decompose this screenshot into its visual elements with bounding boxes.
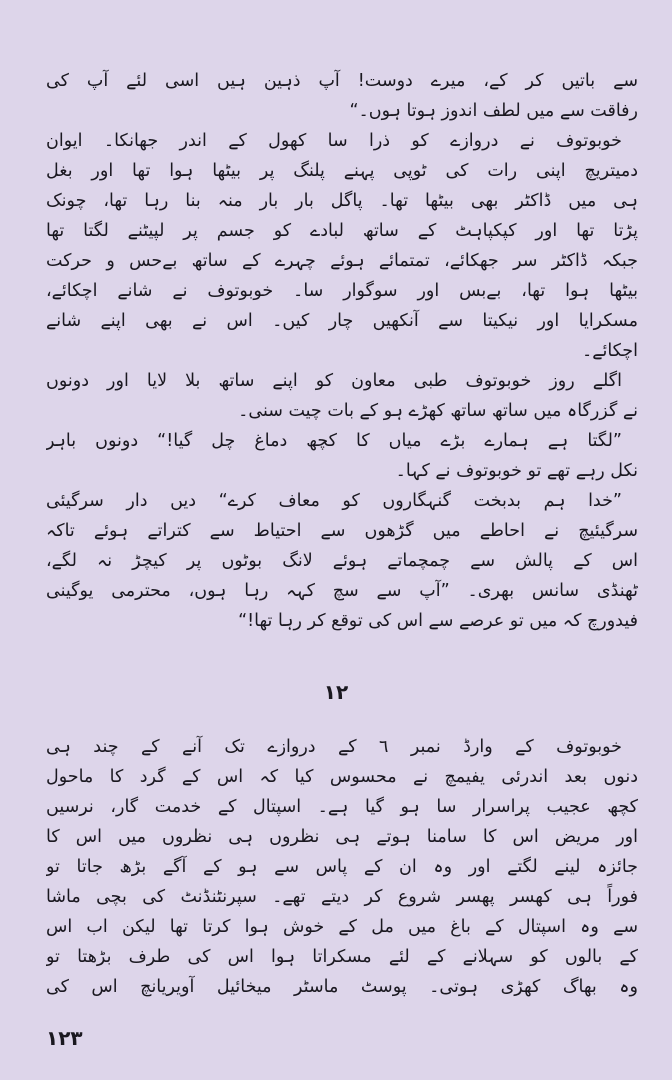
text-line: خوبوتوف نے دروازے کو ذرا سا کھول کے اندر جھانکا۔ ایوان — [46, 131, 622, 151]
text-line: سے باتیں کر کے، میرے دوست! آپ ذہین ہیں اسی لئے آپ کی — [46, 71, 638, 91]
text-line: دنوں بعد اندرئی یفیمچ نے محسوس کیا کہ اس کے گرد کا ماحول — [46, 767, 638, 787]
text-line: سرگیئیچ نے احاطے میں گڑھوں سے احتیاط سے کتراتے ہوئے تاکہ — [46, 521, 638, 541]
text-line: نے گزرگاہ میں ساتھ ساتھ کھڑے ہو کے بات چیت سنی۔ — [238, 401, 638, 421]
page-number: ۱۲۳ — [46, 1026, 83, 1050]
text-line: ٹھنڈی سانس بھری۔ ”آپ سے سچ کہہ رہا ہوں، محترمی یوگینی — [46, 581, 638, 601]
text-line: دمیتریچ اپنی رات کی ٹوپی پہنے پلنگ پر بیٹھا ہوا تھا اور بغل — [46, 161, 638, 181]
text-line: وہ بھاگ کھڑی ہوتی۔ پوسٹ ماسٹر میخائیل آویریانچ اس کی — [46, 977, 638, 997]
bottom-text-block — [46, 732, 638, 1002]
text-line: کچھ عجیب پراسرار سا ہو گیا ہے۔ اسپتال کے خدمت گار، نرسیں — [46, 797, 638, 817]
text-line: فوراً ہی کھسر پھسر شروع کر دیتے تھے۔ سپرنٹنڈنٹ کی بچی ماشا — [46, 887, 638, 907]
text-line: ”لگتا ہے ہمارے بڑے میاں کا کچھ دماغ چل گیا!“ دونوں باہر — [46, 431, 622, 451]
text-line: سے وہ اسپتال کے باغ میں مل کے خوش ہوا کرتا تھا لیکن اب اس — [46, 917, 638, 937]
section-number: ۱۲ — [323, 680, 349, 704]
text-line: اس کے پالش سے چمچماتے ہوئے لانگ بوٹوں پر کیچڑ نہ لگے، — [46, 551, 638, 571]
text-line: اور مریض اس کا سامنا ہوتے ہی نظروں ہی نظروں میں اس کا — [46, 827, 638, 847]
text-line: ہی میں ڈاکٹر بھی بیٹھا تھا۔ پاگل بار بار منہ بنا رہا تھا، چونک — [46, 191, 638, 211]
text-line: خوبوتوف کے وارڈ نمبر ٦ کے دروازے تک آنے کے چند ہی — [46, 737, 622, 757]
text-line: جائزہ لینے لگتے اور وہ ان کے پاس سے ہو کے آگے بڑھ جاتا تو — [46, 857, 638, 877]
text-line: بیٹھا ہوا تھا، بےبس اور سوگوار سا۔ خوبوتوف نے شانے اچکائے، — [46, 281, 638, 301]
text-line: پڑتا تھا اور کپکپاہٹ کے ساتھ لبادے کو جسم پر لپیٹنے لگتا تھا — [46, 221, 638, 241]
text-line: فیدورچ کہ میں تو عرصے سے اس کی توقع کر رہا تھا!“ — [238, 611, 638, 631]
text-line: جبکہ ڈاکٹر سر جھکائے، تمتمائے ہوئے چہرے کے ساتھ بےحس و حرکت — [46, 251, 638, 271]
text-line: نکل رہے تھے تو خوبوتوف نے کہا۔ — [395, 461, 638, 481]
text-line: اچکائے۔ — [581, 341, 638, 361]
text-line: اگلے روز خوبوتوف طبی معاون کو اپنے ساتھ بلا لایا اور دونوں — [46, 371, 622, 391]
text-line: ”خدا ہم بدبخت گنہگاروں کو معاف کرے“ دیں دار سرگیئی — [46, 491, 622, 511]
top-text-block — [46, 66, 638, 636]
text-line: کے بالوں کو سہلانے کے لئے مسکراتا ہوا اس کی طرف بڑھتا تو — [46, 947, 638, 967]
text-line: مسکرایا اور نیکیتا سے آنکھیں چار کیں۔ اس نے بھی اپنے شانے — [46, 311, 638, 331]
text-line: رفاقت سے میں لطف اندوز ہوتا ہوں۔“ — [349, 101, 638, 121]
